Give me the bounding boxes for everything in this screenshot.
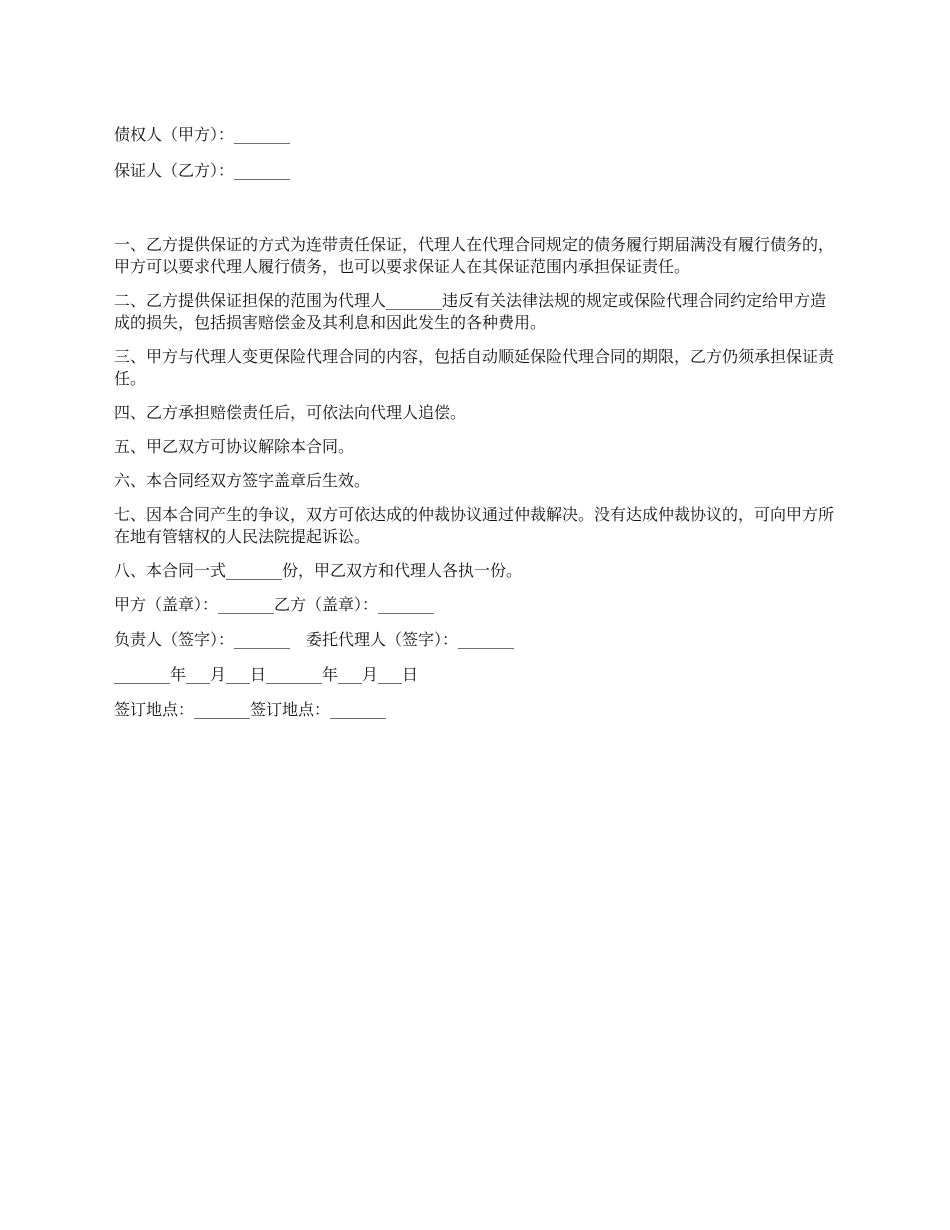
signer-line: 负责人（签字）：_______ 委托代理人（签字）：_______ [114,630,515,649]
clause-8: 八、本合同一式_______份，甲乙双方和代理人各执一份。 [114,561,523,580]
clause-4: 四、乙方承担赔偿责任后，可依法向代理人追偿。 [114,403,467,422]
spacer [114,196,839,234]
clause-5: 五、甲乙双方可协议解除本合同。 [114,437,355,456]
party-block [114,124,839,182]
clause-3: 三、甲方与代理人变更保险代理合同的内容，包括自动顺延保险代理合同的期限，乙方仍须承担保证责任。 [114,347,835,388]
date-line: _______年___月___日_______年___月___日 [114,665,419,684]
clause-6: 六、本合同经双方签字盖章后生效。 [114,471,371,490]
place-line: 签订地点：_______签订地点：_______ [114,700,387,719]
signature-block [114,594,839,721]
clause-7: 七、因本合同产生的争议，双方可依达成的仲裁协议通过仲裁解决。没有达成仲裁协议的，可向甲方所在地有管辖权的人民法院提起诉讼。 [114,505,835,546]
clause-1: 一、乙方提供保证的方式为连带责任保证，代理人在代理合同规定的债务履行期届满没有履行债务的，甲方可以要求代理人履行债务，也可以要求保证人在其保证范围内承担保证责任。 [114,235,835,276]
clause-2: 二、乙方提供保证担保的范围为代理人_______违反有关法律法规的规定或保险代理合同约定给甲方造成的损失，包括损害赔偿金及其利息和因此发生的各种费用。 [114,291,827,332]
contract-page [114,124,839,734]
clauses-list [114,234,839,582]
guarantor-line: 保证人（乙方）：_______ [114,161,291,180]
seal-line: 甲方（盖章）：_______乙方（盖章）：_______ [114,595,435,614]
creditor-line: 债权人（甲方）：_______ [114,125,291,144]
